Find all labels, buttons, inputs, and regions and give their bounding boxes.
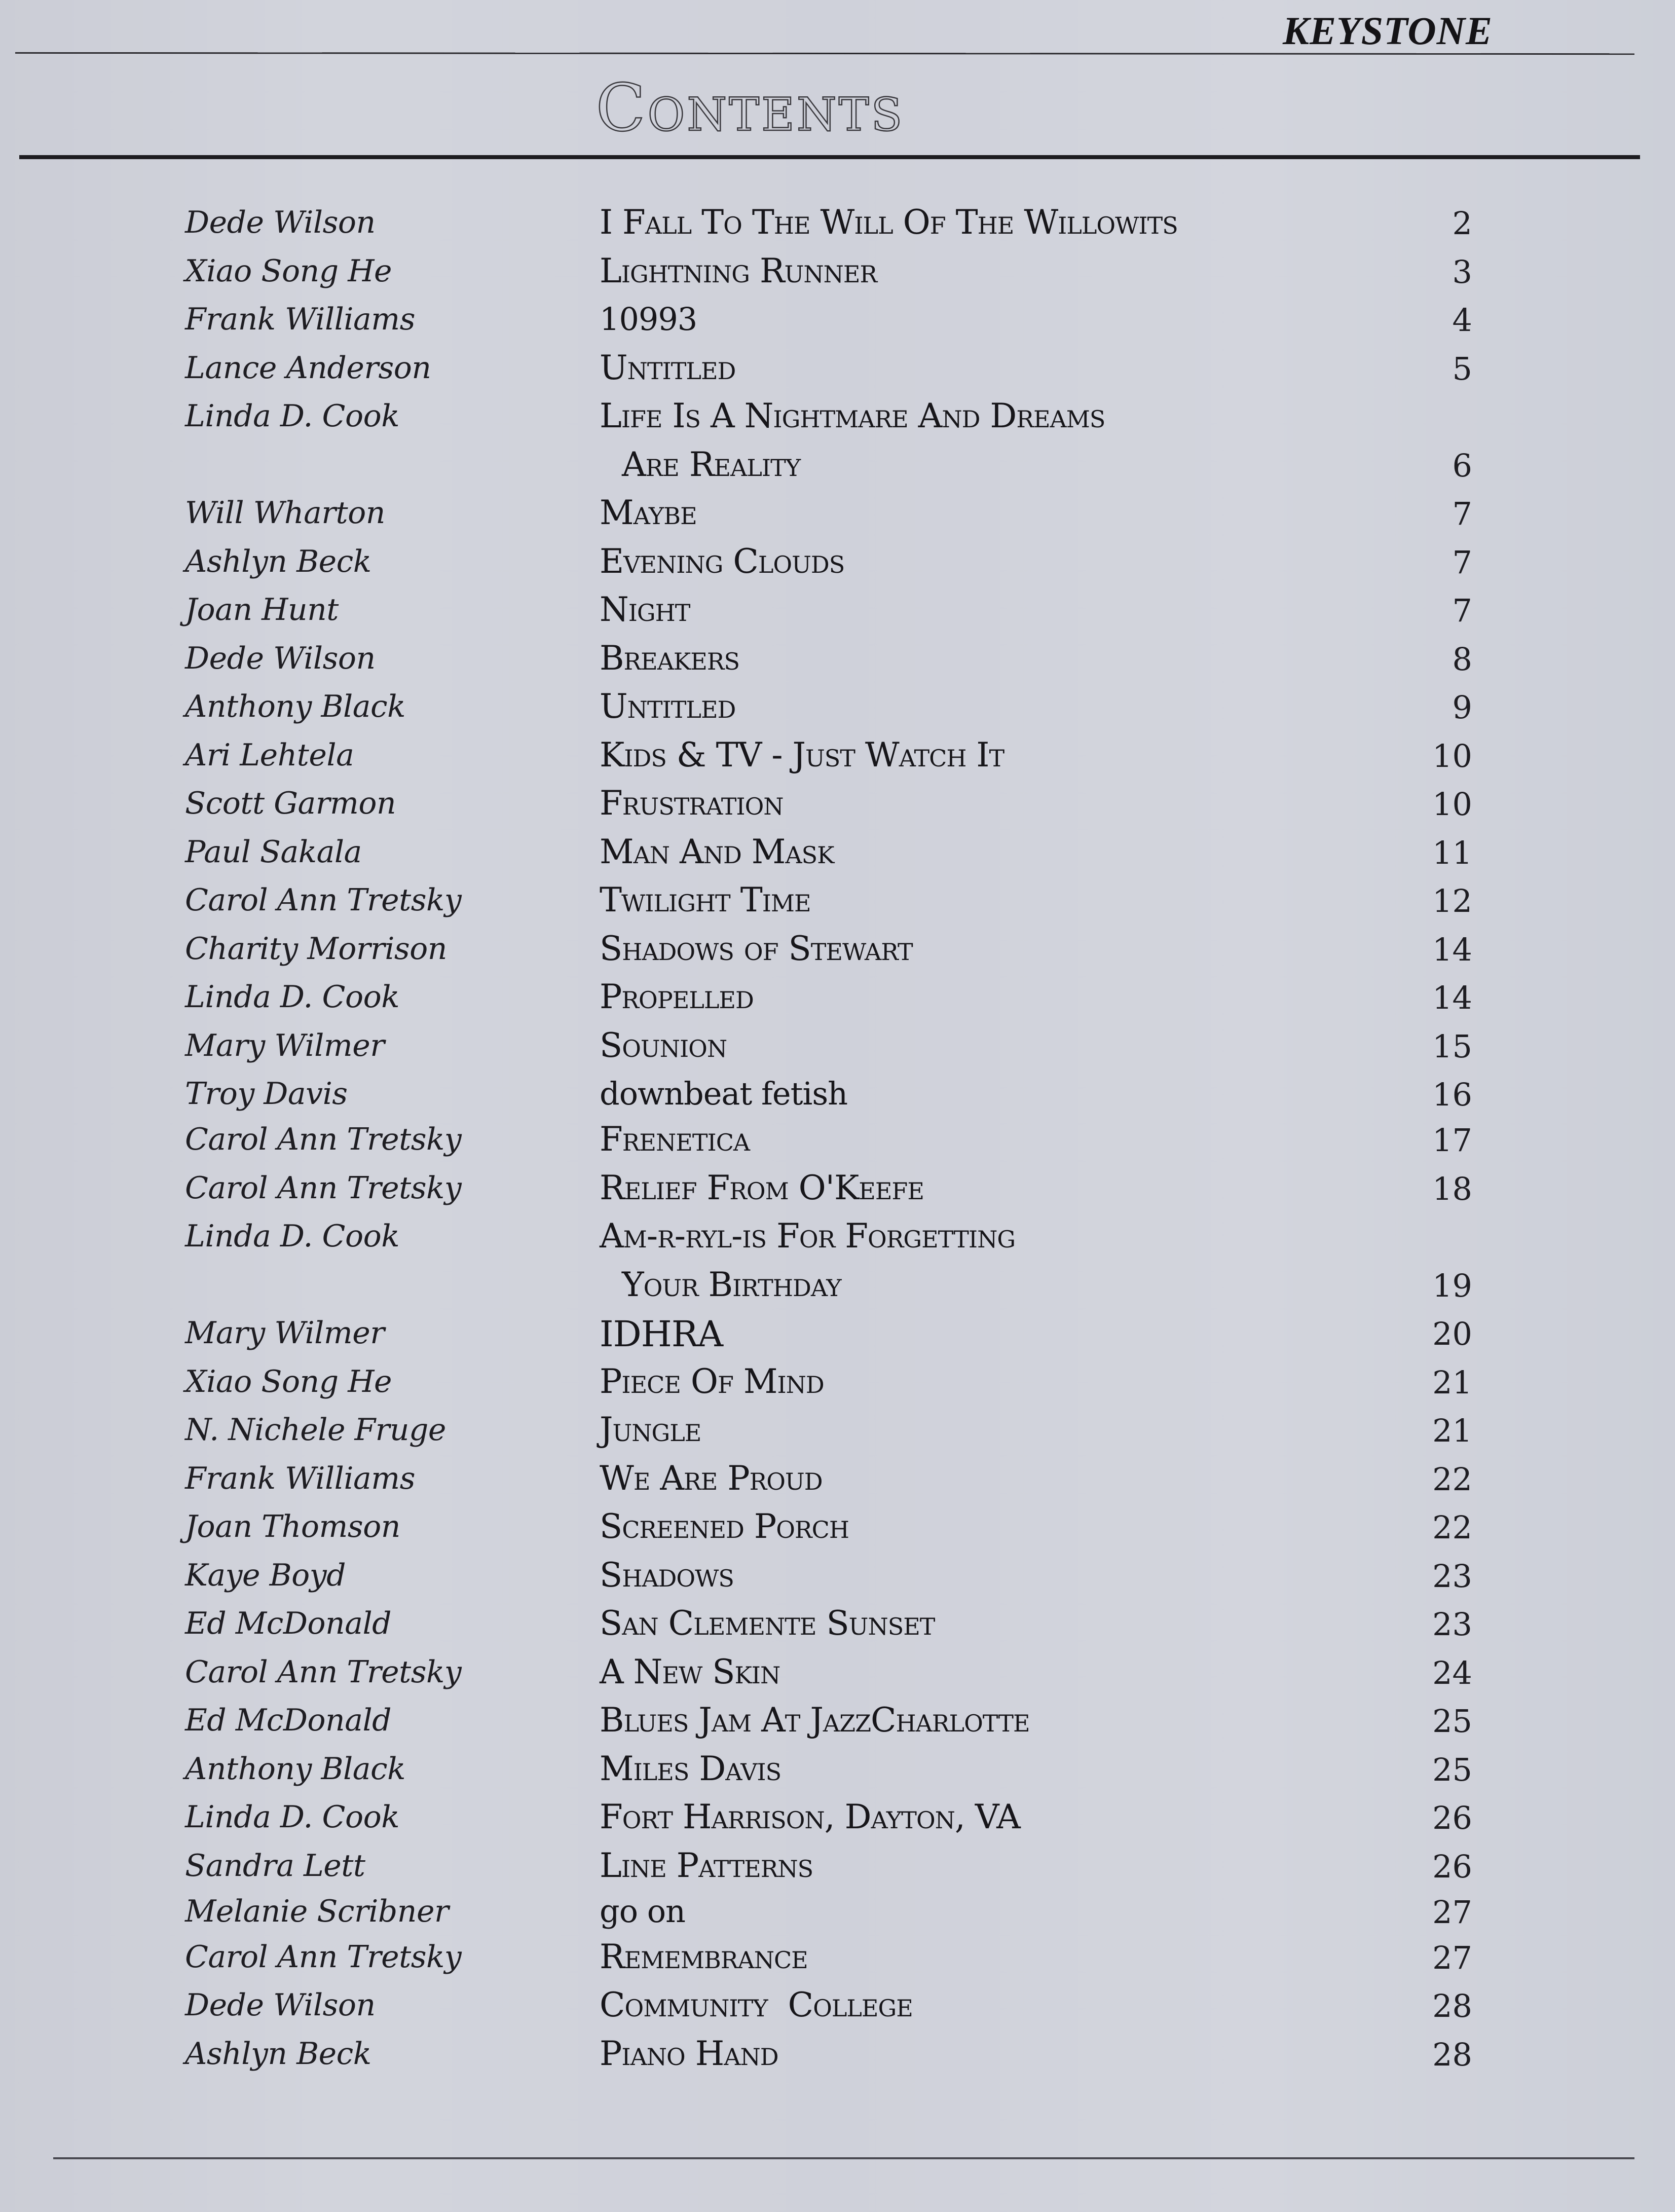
entry-title: A New Skin xyxy=(600,1652,780,1691)
entry-title: Evening Clouds xyxy=(600,541,845,581)
entry-page: 19 xyxy=(1432,1267,1472,1304)
entry-title: Breakers xyxy=(600,638,740,678)
entry-page: 7 xyxy=(1452,543,1472,581)
entry-title: Frenetica xyxy=(600,1120,750,1159)
entry-page: 18 xyxy=(1432,1170,1472,1207)
entry-title: Life Is A Nightmare And Dreams xyxy=(600,396,1105,435)
entry-author: Mary Wilmer xyxy=(185,1315,385,1351)
entry-author: Linda D. Cook xyxy=(185,1219,400,1254)
entry-author: Will Wharton xyxy=(185,495,385,531)
entry-title: Blues Jam At JazzCharlotte xyxy=(600,1701,1030,1740)
toc-entry xyxy=(185,298,1472,346)
entry-page: 8 xyxy=(1452,640,1472,678)
toc-entry xyxy=(185,927,1472,976)
entry-author: Frank Williams xyxy=(185,302,415,337)
entry-title: Night xyxy=(600,590,690,629)
entry-author: Anthony Black xyxy=(185,689,405,724)
entry-author: Ari Lehtela xyxy=(185,737,354,773)
toc-entry-continuation xyxy=(185,443,1472,492)
entry-page: 28 xyxy=(1432,1987,1472,2024)
entry-author: Charity Morrison xyxy=(185,931,447,967)
entry-page: 4 xyxy=(1452,302,1472,339)
toc-entry xyxy=(185,1650,1472,1699)
entry-author: Carol Ann Tretsky xyxy=(185,1122,462,1157)
toc-entry xyxy=(185,1360,1472,1409)
entry-author: Joan Thomson xyxy=(185,1509,400,1544)
toc-entry xyxy=(185,249,1472,298)
entry-title: Piano Hand xyxy=(600,2034,778,2073)
entry-title-continuation: Are Reality xyxy=(622,445,801,484)
publication-name: KEYSTONE xyxy=(1283,9,1493,53)
entry-page: 16 xyxy=(1432,1076,1472,1113)
entry-title: I Fall To The Will Of The Willowits xyxy=(600,203,1178,242)
entry-page: 22 xyxy=(1432,1460,1472,1498)
toc-entry xyxy=(185,1795,1472,1844)
entry-page: 9 xyxy=(1452,689,1472,726)
entry-title: San Clemente Sunset xyxy=(600,1604,935,1643)
toc-entry xyxy=(185,1118,1472,1166)
toc-entry xyxy=(185,1844,1472,1890)
toc-entry xyxy=(185,1983,1472,2032)
entry-author: Carol Ann Tretsky xyxy=(185,882,462,918)
entry-author: Linda D. Cook xyxy=(185,1799,400,1835)
entry-title: go on xyxy=(600,1892,685,1930)
entry-author: Xiao Song He xyxy=(185,1363,392,1399)
toc-entry xyxy=(185,1214,1472,1263)
entry-author: Melanie Scribner xyxy=(185,1893,449,1929)
entry-author: Dede Wilson xyxy=(185,205,376,240)
entry-title-continuation: Your Birthday xyxy=(622,1265,841,1304)
table-of-contents xyxy=(185,201,1472,2080)
entry-page: 3 xyxy=(1452,253,1472,290)
footer-rule xyxy=(53,2157,1634,2159)
entry-page: 21 xyxy=(1432,1412,1472,1449)
entry-page: 7 xyxy=(1452,592,1472,629)
entry-author: Ed McDonald xyxy=(185,1703,392,1738)
entry-page: 10 xyxy=(1432,786,1472,823)
toc-entry xyxy=(185,975,1472,1024)
entry-page: 15 xyxy=(1432,1027,1472,1065)
toc-entry xyxy=(185,588,1472,637)
entry-author: Scott Garmon xyxy=(185,786,396,821)
toc-entry xyxy=(185,1935,1472,1984)
entry-page: 23 xyxy=(1432,1557,1472,1595)
entry-page: 22 xyxy=(1432,1509,1472,1546)
toc-entry xyxy=(185,878,1472,927)
entry-author: Ed McDonald xyxy=(185,1606,392,1641)
entry-author: Carol Ann Tretsky xyxy=(185,1654,462,1690)
toc-entry xyxy=(185,201,1472,249)
toc-entry xyxy=(185,685,1472,733)
entry-title: Relief From O'Keefe xyxy=(600,1168,924,1207)
entry-title: Remembrance xyxy=(600,1937,808,1976)
entry-title: Frustration xyxy=(600,784,784,823)
entry-author: Mary Wilmer xyxy=(185,1027,385,1063)
entry-author: Carol Ann Tretsky xyxy=(185,1170,462,1206)
entry-title: downbeat fetish xyxy=(600,1075,848,1112)
entry-title: Lightning Runner xyxy=(600,251,877,290)
entry-author: Kaye Boyd xyxy=(185,1557,346,1593)
entry-page: 27 xyxy=(1432,1939,1472,1976)
entry-author: Troy Davis xyxy=(185,1076,348,1112)
toc-entry xyxy=(185,830,1472,879)
toc-entry xyxy=(185,1166,1472,1215)
entry-title: IDHRA xyxy=(600,1313,723,1355)
toc-entry xyxy=(185,540,1472,588)
entry-page: 5 xyxy=(1452,350,1472,387)
entry-page: 21 xyxy=(1432,1363,1472,1401)
entry-page: 23 xyxy=(1432,1606,1472,1643)
entry-author: Sandra Lett xyxy=(185,1848,365,1884)
entry-page: 2 xyxy=(1452,205,1472,242)
entry-author: Paul Sakala xyxy=(185,834,362,870)
entry-title: 10993 xyxy=(600,301,697,338)
toc-entry xyxy=(185,1457,1472,1505)
entry-author: Anthony Black xyxy=(185,1751,405,1787)
entry-page: 17 xyxy=(1432,1122,1472,1159)
entry-page: 11 xyxy=(1432,834,1472,871)
entry-author: Linda D. Cook xyxy=(185,979,400,1015)
entry-title: Am-r-ryl-is For Forgetting xyxy=(600,1216,1016,1256)
entry-page: 7 xyxy=(1452,495,1472,532)
entry-author: Lance Anderson xyxy=(185,350,431,386)
toc-entry xyxy=(185,733,1472,782)
entry-author: Frank Williams xyxy=(185,1460,415,1496)
entry-title: Twilight Time xyxy=(600,880,811,919)
toc-entry xyxy=(185,1311,1472,1360)
entry-title: Piece Of Mind xyxy=(600,1361,824,1401)
entry-author: Ashlyn Beck xyxy=(185,543,371,579)
entry-author: Dede Wilson xyxy=(185,1987,376,2023)
entry-page: 10 xyxy=(1432,737,1472,775)
entry-title: Jungle xyxy=(600,1410,701,1449)
entry-title: Maybe xyxy=(600,493,697,532)
toc-entry-continuation xyxy=(185,1263,1472,1312)
entry-title: Shadows of Stewart xyxy=(600,929,913,968)
entry-title: Untitled xyxy=(600,348,736,387)
entry-page: 27 xyxy=(1432,1893,1472,1931)
entry-title: Screened Porch xyxy=(600,1507,849,1546)
toc-entry xyxy=(185,1408,1472,1457)
toc-entry xyxy=(185,782,1472,830)
entry-author: Joan Hunt xyxy=(185,592,339,628)
entry-title: Untitled xyxy=(600,687,736,726)
toc-entry xyxy=(185,1747,1472,1796)
entry-title: Kids & TV - Just Watch It xyxy=(600,735,1004,775)
entry-title: Sounion xyxy=(600,1025,727,1065)
entry-page: 25 xyxy=(1432,1703,1472,1740)
entry-title: We Are Proud xyxy=(600,1458,823,1498)
entry-page: 12 xyxy=(1432,882,1472,919)
toc-entry xyxy=(185,1554,1472,1602)
entry-author: Linda D. Cook xyxy=(185,398,400,434)
title-rule xyxy=(19,155,1640,159)
toc-entry xyxy=(185,1699,1472,1747)
entry-title: Shadows xyxy=(600,1555,734,1595)
entry-title: Miles Davis xyxy=(600,1749,781,1788)
toc-entry xyxy=(185,1602,1472,1650)
entry-title: Man And Mask xyxy=(600,832,834,871)
toc-entry xyxy=(185,1024,1472,1073)
toc-entry xyxy=(185,394,1472,443)
entry-title: Fort Harrison, Dayton, VA xyxy=(600,1797,1020,1836)
entry-page: 25 xyxy=(1432,1751,1472,1788)
entry-page: 24 xyxy=(1432,1654,1472,1691)
toc-entry xyxy=(185,491,1472,540)
entry-author: Carol Ann Tretsky xyxy=(185,1939,462,1975)
entry-title: Propelled xyxy=(600,977,754,1016)
entry-page: 28 xyxy=(1432,2036,1472,2073)
toc-entry xyxy=(185,1890,1472,1935)
entry-page: 20 xyxy=(1432,1315,1472,1352)
entry-author: Xiao Song He xyxy=(185,253,392,289)
page-title: Contents xyxy=(595,70,905,146)
toc-entry xyxy=(185,1505,1472,1554)
entry-title: Community College xyxy=(600,1985,913,2024)
entry-author: Ashlyn Beck xyxy=(185,2036,371,2072)
entry-page: 14 xyxy=(1432,979,1472,1016)
entry-page: 6 xyxy=(1452,447,1472,484)
toc-entry xyxy=(185,637,1472,685)
entry-author: Dede Wilson xyxy=(185,640,376,676)
toc-entry xyxy=(185,2032,1472,2081)
toc-entry xyxy=(185,346,1472,395)
entry-page: 26 xyxy=(1432,1799,1472,1836)
entry-page: 26 xyxy=(1432,1848,1472,1885)
entry-page: 14 xyxy=(1432,931,1472,968)
entry-author: N. Nichele Fruge xyxy=(185,1412,446,1448)
entry-title: Line Patterns xyxy=(600,1846,813,1885)
toc-entry xyxy=(185,1072,1472,1118)
